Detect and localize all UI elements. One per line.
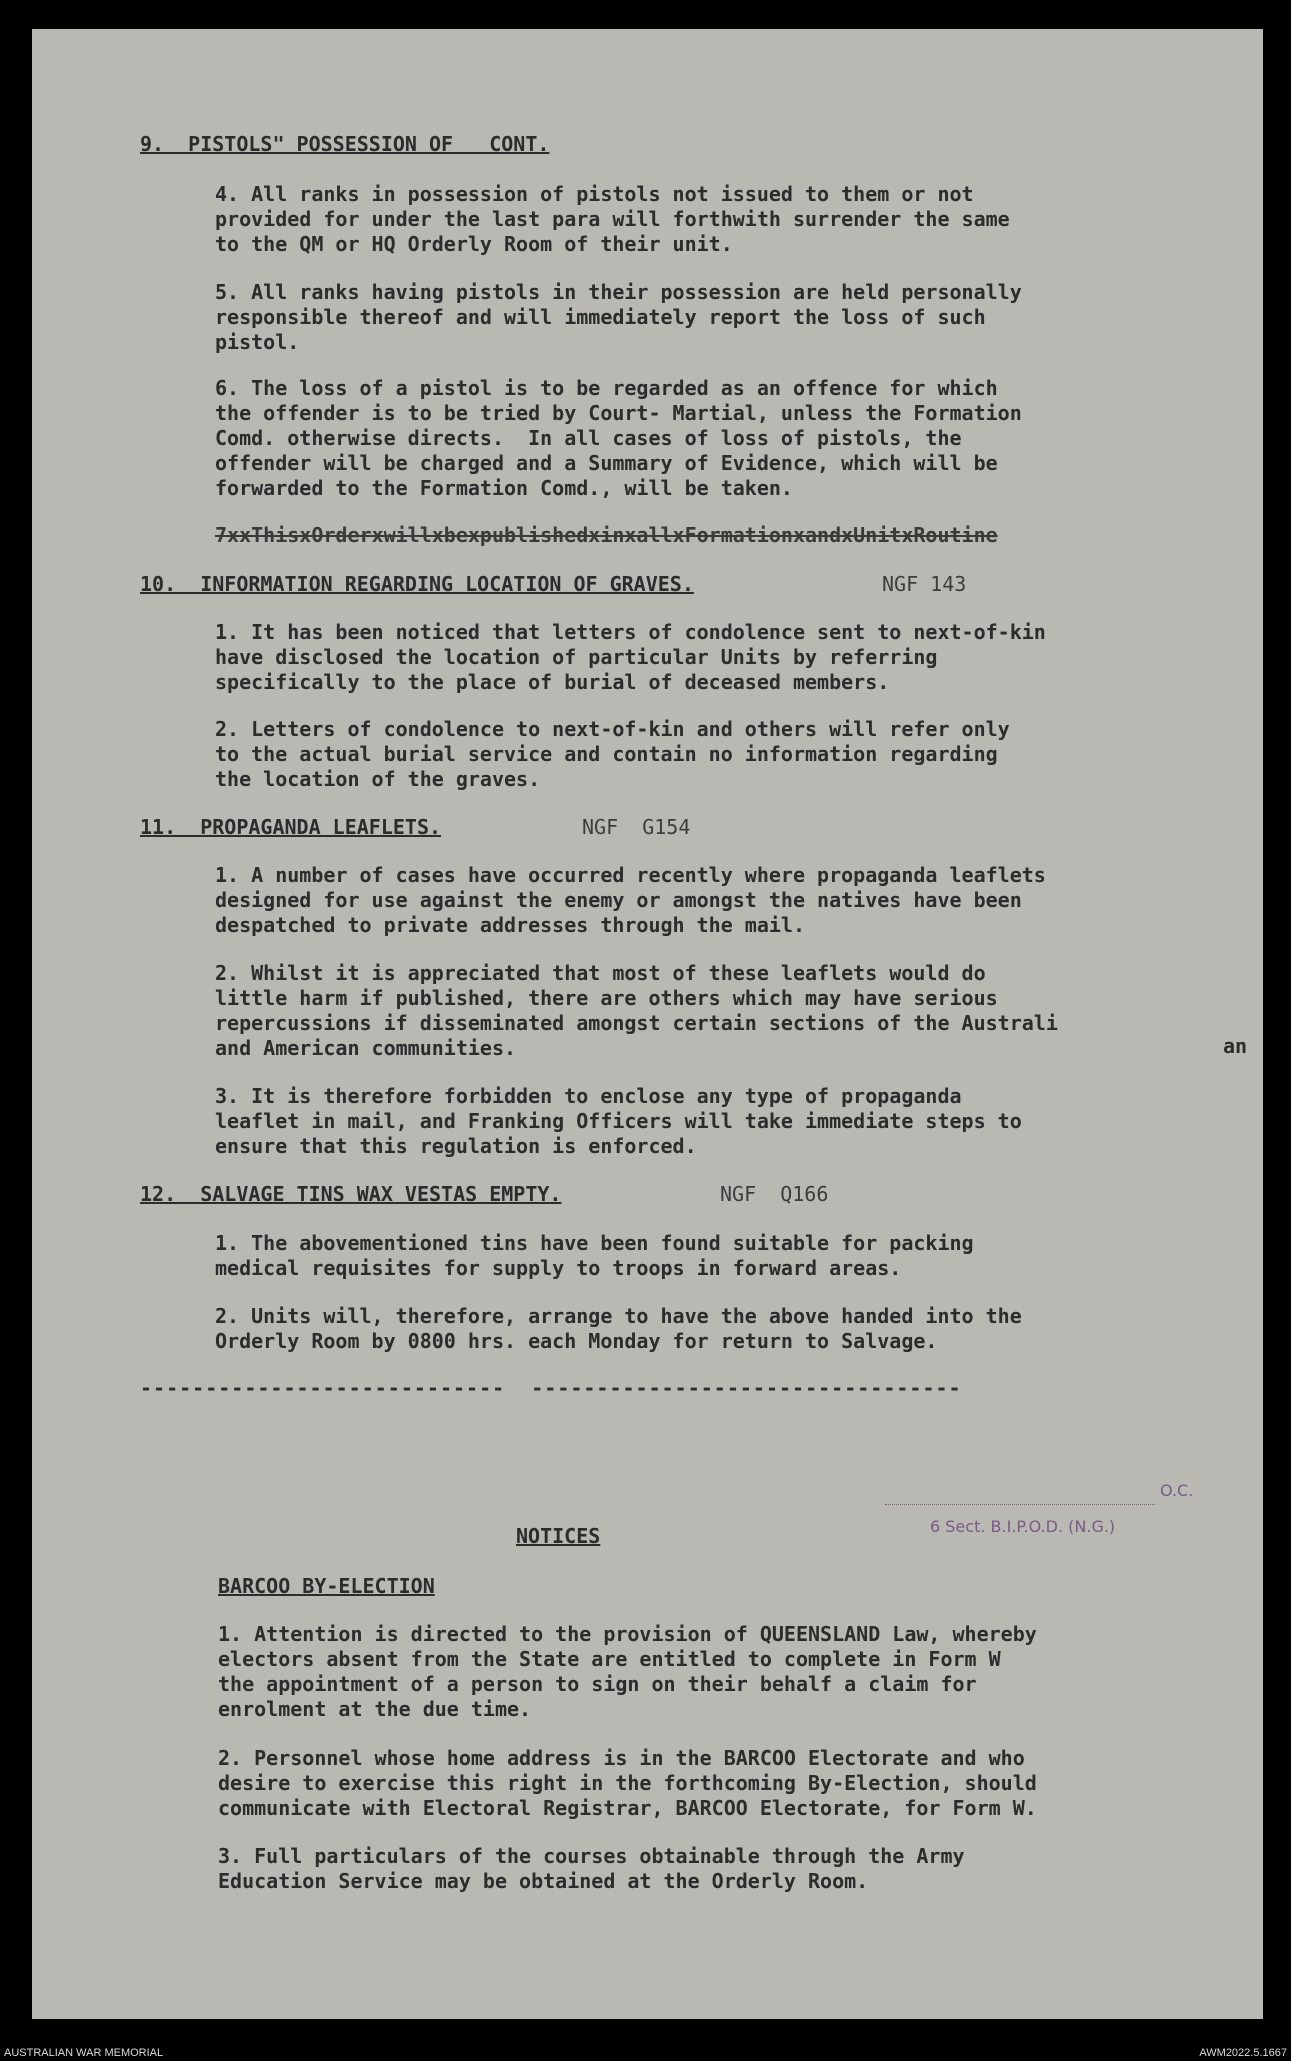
section-12-para-1: 1. The abovementioned tins have been found suitable for packing medical requisites for supply to troops in forward areas. xyxy=(215,1231,974,1280)
section-9-para-4: 4. All ranks in possession of pistols not issued to them or not provided for under the last para will forthwith surrender the same to the QM or HQ Orderly Room of their unit. xyxy=(215,182,1010,256)
section-11-para-2-overflow: an xyxy=(1223,1034,1248,1058)
struck-out-line: 7xxThisxOrderxwillxbexpublishedxinxallxFormationxandxUnitxRoutine xyxy=(215,523,998,547)
section-12-heading: 12. SALVAGE TINS WAX VESTAS EMPTY. xyxy=(140,1182,562,1206)
section-11-para-1: 1. A number of cases have occurred recently where propaganda leaflets designed for use against the enemy or amongst the natives have been despatched to private addresses through the mail. xyxy=(215,863,1046,937)
stamp-oc-label: O.C. xyxy=(1160,1481,1194,1500)
notices-para-2: 2. Personnel whose home address is in the BARCOO Electorate and who desire to exercise this right in the forthcoming By-Election, should communicate with Electoral Registrar, BARCOO Electorate, for Form W. xyxy=(218,1746,1037,1820)
stamp-signature-line xyxy=(885,1504,1155,1505)
section-10-para-1: 1. It has been noticed that letters of condolence sent to next-of-kin have disclosed the location of particular Units by referring specifically to the place of burial of deceased members. xyxy=(215,620,1046,694)
section-12-reference: NGF Q166 xyxy=(720,1182,829,1206)
footer-archive-label: AUSTRALIAN WAR MEMORIAL xyxy=(4,2047,164,2059)
stamp-unit-label: 6 Sect. B.I.P.O.D. (N.G.) xyxy=(930,1517,1116,1536)
notices-title: NOTICES xyxy=(516,1524,601,1548)
section-10-reference: NGF 143 xyxy=(882,572,967,596)
section-11-para-3: 3. It is therefore forbidden to enclose any type of propaganda leaflet in mail, and Franking Officers will take immediate steps to ensure that this regulation is enforced. xyxy=(215,1084,1022,1158)
section-9-para-5: 5. All ranks having pistols in their possession are held personally responsible thereof and will immediately report the loss of such pistol. xyxy=(215,280,1022,354)
footer-accession-number: AWM2022.5.1667 xyxy=(1199,2047,1287,2059)
notices-para-1: 1. Attention is directed to the provision of QUEENSLAND Law, whereby electors absent from the State are entitled to complete in Form W the appointment of a person to sign on their behalf a claim for enrolment at the due time. xyxy=(218,1622,1037,1721)
section-11-reference: NGF G154 xyxy=(582,815,691,839)
section-9-heading: 9. PISTOLS" POSSESSION OF CONT. xyxy=(140,132,550,156)
section-12-para-2: 2. Units will, therefore, arrange to have the above handed into the Orderly Room by 0800 hrs. each Monday for return to Salvage. xyxy=(215,1304,1022,1353)
notices-para-3: 3. Full particulars of the courses obtainable through the Army Education Service may be obtained at the Orderly Room. xyxy=(218,1844,965,1893)
section-9-para-6: 6. The loss of a pistol is to be regarded as an offence for which the offender is to be tried by Court- Martial, unless the Formation Comd. otherwise directs. In all cases of loss of pistols, the offender will be charged and a Summary of Evidence, which will be forwarded to the Formation Comd., will be taken. xyxy=(215,376,1022,500)
section-11-para-2: 2. Whilst it is appreciated that most of these leaflets would do little harm if published, there are others which may have serious repercussions if disseminated amongst certain sections of the Australi and American communities. xyxy=(215,961,1058,1060)
section-10-para-2: 2. Letters of condolence to next-of-kin and others will refer only to the actual burial service and contain no information regarding the location of the graves. xyxy=(215,717,1010,791)
barcoo-subheading: BARCOO BY-ELECTION xyxy=(218,1574,435,1598)
section-10-heading: 10. INFORMATION REGARDING LOCATION OF GRAVES. xyxy=(140,572,694,596)
section-11-heading: 11. PROPAGANDA LEAFLETS. xyxy=(140,815,442,839)
section-divider: ---------------------------- --------------------------------- xyxy=(140,1376,962,1400)
